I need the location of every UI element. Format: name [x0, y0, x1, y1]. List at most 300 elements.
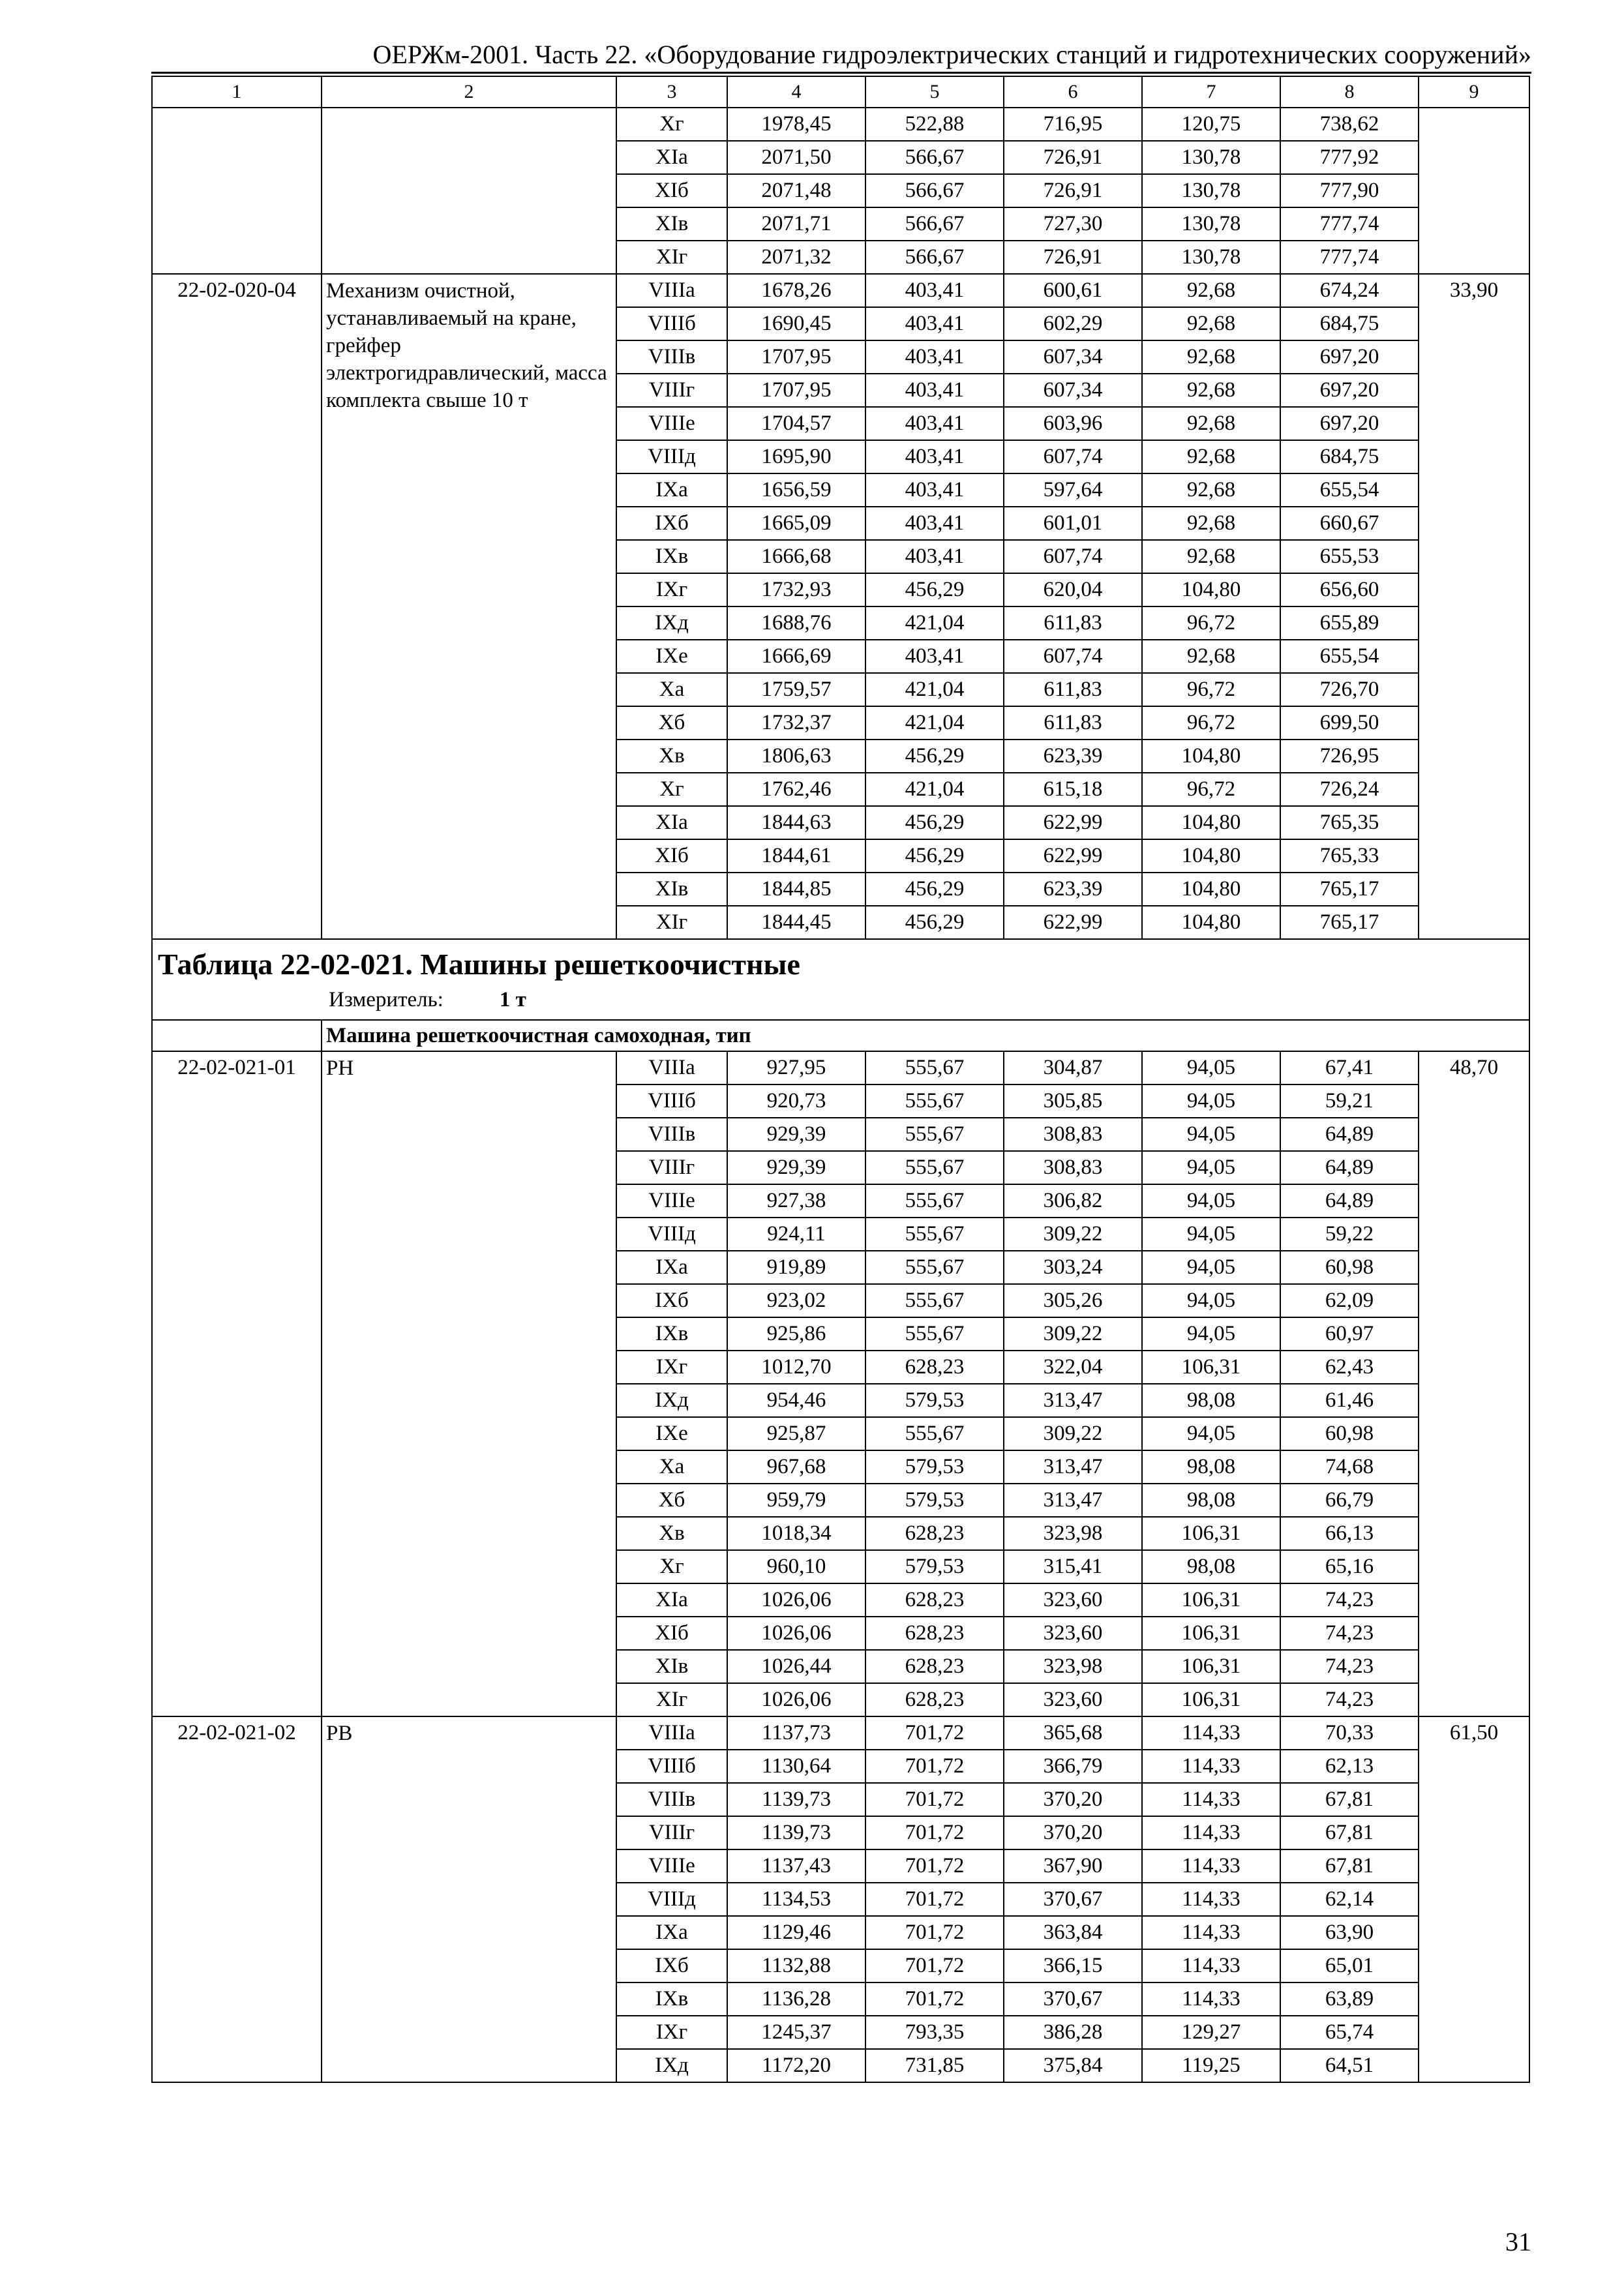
running-header: ОЕРЖм-2001. Часть 22. «Оборудование гидроэлектрических станций и гидротехнических сооружений»: [151, 38, 1531, 74]
operator-wage-cell: 98,08: [1142, 1484, 1280, 1517]
materials-cost-cell: 66,79: [1280, 1484, 1419, 1517]
operator-wage-cell: 130,78: [1142, 141, 1280, 174]
zone-cell: XIб: [616, 1617, 727, 1650]
operator-wage-cell: 120,75: [1142, 108, 1280, 141]
machine-cost-cell: 313,47: [1004, 1484, 1142, 1517]
total-cost-cell: 1245,37: [727, 2016, 865, 2049]
labor-cost-cell: 456,29: [865, 806, 1004, 839]
labor-cost-cell: 579,53: [865, 1484, 1004, 1517]
total-cost-cell: 1132,88: [727, 1949, 865, 1982]
total-cost-cell: 1978,45: [727, 108, 865, 141]
labor-cost-cell: 701,72: [865, 1750, 1004, 1783]
machine-cost-cell: 600,61: [1004, 274, 1142, 307]
zone-cell: Xг: [616, 773, 727, 806]
total-cost-cell: 1026,06: [727, 1683, 865, 1716]
materials-cost-cell: 655,89: [1280, 606, 1419, 640]
zone-cell: XIа: [616, 1583, 727, 1617]
machine-cost-cell: 309,22: [1004, 1218, 1142, 1251]
labor-cost-cell: 628,23: [865, 1351, 1004, 1384]
unit-row: [158, 985, 1524, 1014]
operator-wage-cell: 130,78: [1142, 241, 1280, 274]
materials-cost-cell: 697,20: [1280, 374, 1419, 407]
machine-cost-cell: 367,90: [1004, 1849, 1142, 1883]
labor-cost-cell: 579,53: [865, 1550, 1004, 1583]
labor-cost-cell: 456,29: [865, 873, 1004, 906]
operator-wage-cell: 92,68: [1142, 640, 1280, 673]
materials-cost-cell: 64,89: [1280, 1118, 1419, 1151]
materials-cost-cell: 70,33: [1280, 1716, 1419, 1750]
materials-cost-cell: 777,90: [1280, 174, 1419, 207]
operator-wage-cell: 106,31: [1142, 1650, 1280, 1683]
operator-wage-cell: 119,25: [1142, 2049, 1280, 2082]
labor-cost-cell: 701,72: [865, 1883, 1004, 1916]
operator-wage-cell: 114,33: [1142, 1783, 1280, 1816]
zone-cell: Xб: [616, 1484, 727, 1517]
operator-wage-cell: 92,68: [1142, 374, 1280, 407]
materials-cost-cell: 777,74: [1280, 207, 1419, 241]
total-cost-cell: 1707,95: [727, 340, 865, 374]
labor-cost-cell: 403,41: [865, 473, 1004, 507]
machine-cost-cell: 309,22: [1004, 1317, 1142, 1351]
table-title: Таблица 22-02-021. Машины решеткоочистные: [158, 948, 800, 981]
operator-wage-cell: 114,33: [1142, 1816, 1280, 1849]
machine-cost-cell: 386,28: [1004, 2016, 1142, 2049]
materials-cost-cell: 61,46: [1280, 1384, 1419, 1417]
labor-cost-cell: 403,41: [865, 507, 1004, 540]
operator-wage-cell: 92,68: [1142, 473, 1280, 507]
operator-wage-cell: 96,72: [1142, 606, 1280, 640]
zone-cell: IXг: [616, 1351, 727, 1384]
item-name: [322, 108, 616, 274]
materials-cost-cell: 74,23: [1280, 1617, 1419, 1650]
labor-cost-cell: 421,04: [865, 706, 1004, 740]
column-number: 1: [152, 76, 322, 108]
total-cost-cell: 954,46: [727, 1384, 865, 1417]
materials-cost-cell: 726,70: [1280, 673, 1419, 706]
zone-cell: XIв: [616, 873, 727, 906]
operator-wage-cell: 94,05: [1142, 1051, 1280, 1085]
machine-cost-cell: 305,85: [1004, 1085, 1142, 1118]
labor-cost-cell: 579,53: [865, 1450, 1004, 1484]
total-cost-cell: 1844,63: [727, 806, 865, 839]
labor-cost-cell: 555,67: [865, 1284, 1004, 1317]
operator-wage-cell: 94,05: [1142, 1417, 1280, 1450]
table-row: [152, 1051, 1529, 1085]
zone-cell: XIа: [616, 806, 727, 839]
operator-wage-cell: 92,68: [1142, 274, 1280, 307]
labor-cost-cell: 628,23: [865, 1683, 1004, 1716]
operator-wage-cell: 92,68: [1142, 407, 1280, 440]
machine-cost-cell: 726,91: [1004, 141, 1142, 174]
labor-cost-cell: 403,41: [865, 640, 1004, 673]
machine-cost-cell: 323,60: [1004, 1617, 1142, 1650]
materials-cost-cell: 684,75: [1280, 440, 1419, 473]
machine-cost-cell: 623,39: [1004, 740, 1142, 773]
materials-cost-cell: 62,13: [1280, 1750, 1419, 1783]
operator-wage-cell: 104,80: [1142, 873, 1280, 906]
zone-cell: VIIIв: [616, 340, 727, 374]
materials-cost-cell: 765,17: [1280, 906, 1419, 939]
labor-cost-cell: 579,53: [865, 1384, 1004, 1417]
operator-wage-cell: 94,05: [1142, 1085, 1280, 1118]
operator-wage-cell: 106,31: [1142, 1683, 1280, 1716]
materials-cost-cell: 726,95: [1280, 740, 1419, 773]
labor-cost-cell: 403,41: [865, 374, 1004, 407]
machine-cost-cell: 611,83: [1004, 606, 1142, 640]
operator-wage-cell: 94,05: [1142, 1151, 1280, 1184]
total-cost-cell: 1666,68: [727, 540, 865, 573]
total-cost-cell: 1688,76: [727, 606, 865, 640]
table-title-cell: [152, 939, 1529, 1020]
machine-cost-cell: 370,67: [1004, 1982, 1142, 2016]
zone-cell: IXб: [616, 1949, 727, 1982]
item-code: 22-02-021-01: [152, 1051, 322, 1716]
materials-cost-cell: 777,92: [1280, 141, 1419, 174]
zone-cell: IXд: [616, 2049, 727, 2082]
machine-cost-cell: 601,01: [1004, 507, 1142, 540]
materials-cost-cell: 65,01: [1280, 1949, 1419, 1982]
zone-cell: IXд: [616, 606, 727, 640]
materials-cost-cell: 67,41: [1280, 1051, 1419, 1085]
operator-wage-cell: 130,78: [1142, 207, 1280, 241]
zone-cell: Xв: [616, 1517, 727, 1550]
column-number-row: [152, 76, 1529, 108]
materials-cost-cell: 64,89: [1280, 1151, 1419, 1184]
labor-cost-cell: 421,04: [865, 606, 1004, 640]
machine-cost-cell: 309,22: [1004, 1417, 1142, 1450]
materials-cost-cell: 60,97: [1280, 1317, 1419, 1351]
labor-cost-cell: 566,67: [865, 141, 1004, 174]
labor-cost-cell: 701,72: [865, 1949, 1004, 1982]
machine-cost-cell: 716,95: [1004, 108, 1142, 141]
materials-cost-cell: 674,24: [1280, 274, 1419, 307]
labor-cost-cell: 421,04: [865, 673, 1004, 706]
total-cost-cell: 927,95: [727, 1051, 865, 1085]
operator-wage-cell: 114,33: [1142, 1982, 1280, 2016]
machine-cost-cell: 366,15: [1004, 1949, 1142, 1982]
operator-wage-cell: 129,27: [1142, 2016, 1280, 2049]
item-name: Механизм очистной, устанавливаемый на кране, грейфер электрогидравлический, масса комплекта свыше 10 т: [322, 274, 616, 939]
labor-cost-cell: 701,72: [865, 1849, 1004, 1883]
machine-cost-cell: 313,47: [1004, 1384, 1142, 1417]
operator-wage-cell: 92,68: [1142, 340, 1280, 374]
machine-cost-cell: 602,29: [1004, 307, 1142, 340]
zone-cell: IXг: [616, 573, 727, 606]
unit-price: 61,50: [1419, 1716, 1529, 2082]
materials-cost-cell: 765,17: [1280, 873, 1419, 906]
zone-cell: VIIIв: [616, 1118, 727, 1151]
unit-value: 1 т: [499, 988, 526, 1011]
zone-cell: IXа: [616, 1916, 727, 1949]
labor-cost-cell: 456,29: [865, 906, 1004, 939]
machine-cost-cell: 607,34: [1004, 374, 1142, 407]
machine-cost-cell: 622,99: [1004, 839, 1142, 873]
zone-cell: VIIIд: [616, 1883, 727, 1916]
zone-cell: XIг: [616, 906, 727, 939]
operator-wage-cell: 114,33: [1142, 1883, 1280, 1916]
zone-cell: IXд: [616, 1384, 727, 1417]
machine-cost-cell: 726,91: [1004, 174, 1142, 207]
labor-cost-cell: 628,23: [865, 1650, 1004, 1683]
zone-cell: VIIIб: [616, 307, 727, 340]
group-title: Машина решеткоочистная самоходная, тип: [322, 1020, 1529, 1051]
operator-wage-cell: 114,33: [1142, 1716, 1280, 1750]
total-cost-cell: 1844,85: [727, 873, 865, 906]
materials-cost-cell: 738,62: [1280, 108, 1419, 141]
machine-cost-cell: 623,39: [1004, 873, 1142, 906]
labor-cost-cell: 456,29: [865, 740, 1004, 773]
total-cost-cell: 1137,43: [727, 1849, 865, 1883]
materials-cost-cell: 656,60: [1280, 573, 1419, 606]
labor-cost-cell: 555,67: [865, 1118, 1004, 1151]
zone-cell: Xг: [616, 108, 727, 141]
materials-cost-cell: 726,24: [1280, 773, 1419, 806]
zone-cell: VIIIа: [616, 1051, 727, 1085]
machine-cost-cell: 597,64: [1004, 473, 1142, 507]
operator-wage-cell: 104,80: [1142, 806, 1280, 839]
materials-cost-cell: 65,74: [1280, 2016, 1419, 2049]
materials-cost-cell: 74,68: [1280, 1450, 1419, 1484]
zone-cell: XIб: [616, 839, 727, 873]
total-cost-cell: 923,02: [727, 1284, 865, 1317]
materials-cost-cell: 63,89: [1280, 1982, 1419, 2016]
zone-cell: IXе: [616, 640, 727, 673]
unit-label: Измеритель:: [329, 988, 444, 1011]
zone-cell: VIIIа: [616, 1716, 727, 1750]
machine-cost-cell: 726,91: [1004, 241, 1142, 274]
operator-wage-cell: 94,05: [1142, 1218, 1280, 1251]
total-cost-cell: 1759,57: [727, 673, 865, 706]
zone-cell: VIIIв: [616, 1783, 727, 1816]
zone-cell: VIIIг: [616, 374, 727, 407]
total-cost-cell: 1762,46: [727, 773, 865, 806]
materials-cost-cell: 777,74: [1280, 241, 1419, 274]
total-cost-cell: 1129,46: [727, 1916, 865, 1949]
labor-cost-cell: 701,72: [865, 1982, 1004, 2016]
operator-wage-cell: 104,80: [1142, 573, 1280, 606]
labor-cost-cell: 421,04: [865, 773, 1004, 806]
total-cost-cell: 1139,73: [727, 1783, 865, 1816]
labor-cost-cell: 566,67: [865, 241, 1004, 274]
total-cost-cell: 1665,09: [727, 507, 865, 540]
machine-cost-cell: 611,83: [1004, 673, 1142, 706]
labor-cost-cell: 701,72: [865, 1916, 1004, 1949]
total-cost-cell: 929,39: [727, 1118, 865, 1151]
zone-cell: IXб: [616, 507, 727, 540]
zone-cell: XIб: [616, 174, 727, 207]
labor-cost-cell: 403,41: [865, 407, 1004, 440]
labor-cost-cell: 566,67: [865, 207, 1004, 241]
zone-cell: Xг: [616, 1550, 727, 1583]
zone-cell: IXа: [616, 1251, 727, 1284]
item-name: РВ: [322, 1716, 616, 2082]
operator-wage-cell: 92,68: [1142, 507, 1280, 540]
total-cost-cell: 2071,32: [727, 241, 865, 274]
operator-wage-cell: 94,05: [1142, 1251, 1280, 1284]
materials-cost-cell: 699,50: [1280, 706, 1419, 740]
total-cost-cell: 1134,53: [727, 1883, 865, 1916]
operator-wage-cell: 104,80: [1142, 740, 1280, 773]
materials-cost-cell: 67,81: [1280, 1783, 1419, 1816]
labor-cost-cell: 701,72: [865, 1716, 1004, 1750]
item-name: РН: [322, 1051, 616, 1716]
item-code: 22-02-020-04: [152, 274, 322, 939]
group-title-row: [152, 1020, 1529, 1051]
labor-cost-cell: 555,67: [865, 1317, 1004, 1351]
machine-cost-cell: 375,84: [1004, 2049, 1142, 2082]
materials-cost-cell: 59,21: [1280, 1085, 1419, 1118]
zone-cell: IXа: [616, 473, 727, 507]
total-cost-cell: 1172,20: [727, 2049, 865, 2082]
zone-cell: VIIIе: [616, 1849, 727, 1883]
materials-cost-cell: 66,13: [1280, 1517, 1419, 1550]
zone-cell: VIIIе: [616, 1184, 727, 1218]
materials-cost-cell: 62,14: [1280, 1883, 1419, 1916]
materials-cost-cell: 655,54: [1280, 473, 1419, 507]
materials-cost-cell: 655,54: [1280, 640, 1419, 673]
machine-cost-cell: 323,98: [1004, 1650, 1142, 1683]
machine-cost-cell: 306,82: [1004, 1184, 1142, 1218]
labor-cost-cell: 628,23: [865, 1583, 1004, 1617]
operator-wage-cell: 98,08: [1142, 1550, 1280, 1583]
total-cost-cell: 1018,34: [727, 1517, 865, 1550]
total-cost-cell: 1656,59: [727, 473, 865, 507]
price-table: [151, 76, 1530, 2083]
machine-cost-cell: 607,74: [1004, 640, 1142, 673]
operator-wage-cell: 114,33: [1142, 1949, 1280, 1982]
total-cost-cell: 919,89: [727, 1251, 865, 1284]
labor-cost-cell: 555,67: [865, 1218, 1004, 1251]
zone-cell: VIIIа: [616, 274, 727, 307]
labor-cost-cell: 403,41: [865, 440, 1004, 473]
labor-cost-cell: 555,67: [865, 1251, 1004, 1284]
machine-cost-cell: 365,68: [1004, 1716, 1142, 1750]
materials-cost-cell: 660,67: [1280, 507, 1419, 540]
total-cost-cell: 1026,44: [727, 1650, 865, 1683]
total-cost-cell: 1707,95: [727, 374, 865, 407]
machine-cost-cell: 323,60: [1004, 1583, 1142, 1617]
machine-cost-cell: 304,87: [1004, 1051, 1142, 1085]
materials-cost-cell: 63,90: [1280, 1916, 1419, 1949]
column-number: 2: [322, 76, 616, 108]
total-cost-cell: 2071,50: [727, 141, 865, 174]
total-cost-cell: 1844,45: [727, 906, 865, 939]
total-cost-cell: 1026,06: [727, 1617, 865, 1650]
machine-cost-cell: 615,18: [1004, 773, 1142, 806]
zone-cell: Xв: [616, 740, 727, 773]
labor-cost-cell: 522,88: [865, 108, 1004, 141]
zone-cell: XIв: [616, 207, 727, 241]
zone-cell: VIIIе: [616, 407, 727, 440]
table-row: [152, 1716, 1529, 1750]
table-row: [152, 108, 1529, 141]
machine-cost-cell: 323,60: [1004, 1683, 1142, 1716]
machine-cost-cell: 622,99: [1004, 806, 1142, 839]
total-cost-cell: 924,11: [727, 1218, 865, 1251]
materials-cost-cell: 64,51: [1280, 2049, 1419, 2082]
operator-wage-cell: 104,80: [1142, 839, 1280, 873]
total-cost-cell: 1130,64: [727, 1750, 865, 1783]
machine-cost-cell: 305,26: [1004, 1284, 1142, 1317]
labor-cost-cell: 628,23: [865, 1617, 1004, 1650]
labor-cost-cell: 731,85: [865, 2049, 1004, 2082]
materials-cost-cell: 60,98: [1280, 1417, 1419, 1450]
materials-cost-cell: 64,89: [1280, 1184, 1419, 1218]
unit-price: 48,70: [1419, 1051, 1529, 1716]
machine-cost-cell: 607,74: [1004, 440, 1142, 473]
materials-cost-cell: 697,20: [1280, 407, 1419, 440]
zone-cell: IXв: [616, 1982, 727, 2016]
machine-cost-cell: 322,04: [1004, 1351, 1142, 1384]
machine-cost-cell: 620,04: [1004, 573, 1142, 606]
item-code: [152, 108, 322, 274]
total-cost-cell: 1806,63: [727, 740, 865, 773]
zone-cell: VIIIг: [616, 1151, 727, 1184]
zone-cell: IXв: [616, 540, 727, 573]
zone-cell: VIIIб: [616, 1750, 727, 1783]
total-cost-cell: 2071,71: [727, 207, 865, 241]
materials-cost-cell: 74,23: [1280, 1683, 1419, 1716]
machine-cost-cell: 308,83: [1004, 1151, 1142, 1184]
labor-cost-cell: 403,41: [865, 340, 1004, 374]
total-cost-cell: 925,86: [727, 1317, 865, 1351]
column-number: 8: [1280, 76, 1419, 108]
materials-cost-cell: 684,75: [1280, 307, 1419, 340]
materials-cost-cell: 74,23: [1280, 1650, 1419, 1683]
materials-cost-cell: 62,43: [1280, 1351, 1419, 1384]
total-cost-cell: 1137,73: [727, 1716, 865, 1750]
operator-wage-cell: 106,31: [1142, 1517, 1280, 1550]
table-title-row: [152, 939, 1529, 1020]
operator-wage-cell: 114,33: [1142, 1916, 1280, 1949]
zone-cell: XIг: [616, 1683, 727, 1716]
machine-cost-cell: 607,74: [1004, 540, 1142, 573]
operator-wage-cell: 94,05: [1142, 1317, 1280, 1351]
machine-cost-cell: 370,20: [1004, 1816, 1142, 1849]
machine-cost-cell: 607,34: [1004, 340, 1142, 374]
zone-cell: Xб: [616, 706, 727, 740]
total-cost-cell: 1844,61: [727, 839, 865, 873]
labor-cost-cell: 555,67: [865, 1184, 1004, 1218]
total-cost-cell: 927,38: [727, 1184, 865, 1218]
operator-wage-cell: 106,31: [1142, 1351, 1280, 1384]
total-cost-cell: 1012,70: [727, 1351, 865, 1384]
group-spacer: [152, 1020, 322, 1051]
machine-cost-cell: 315,41: [1004, 1550, 1142, 1583]
zone-cell: IXе: [616, 1417, 727, 1450]
materials-cost-cell: 74,23: [1280, 1583, 1419, 1617]
total-cost-cell: 1139,73: [727, 1816, 865, 1849]
column-number: 6: [1004, 76, 1142, 108]
operator-wage-cell: 92,68: [1142, 307, 1280, 340]
materials-cost-cell: 655,53: [1280, 540, 1419, 573]
materials-cost-cell: 59,22: [1280, 1218, 1419, 1251]
unit-price: [1419, 108, 1529, 274]
column-number: 5: [865, 76, 1004, 108]
labor-cost-cell: 701,72: [865, 1816, 1004, 1849]
labor-cost-cell: 555,67: [865, 1151, 1004, 1184]
column-number: 7: [1142, 76, 1280, 108]
total-cost-cell: 1026,06: [727, 1583, 865, 1617]
zone-cell: IXг: [616, 2016, 727, 2049]
operator-wage-cell: 96,72: [1142, 673, 1280, 706]
total-cost-cell: 1695,90: [727, 440, 865, 473]
total-cost-cell: 929,39: [727, 1151, 865, 1184]
item-code: 22-02-021-02: [152, 1716, 322, 2082]
zone-cell: IXб: [616, 1284, 727, 1317]
materials-cost-cell: 765,33: [1280, 839, 1419, 873]
total-cost-cell: 967,68: [727, 1450, 865, 1484]
